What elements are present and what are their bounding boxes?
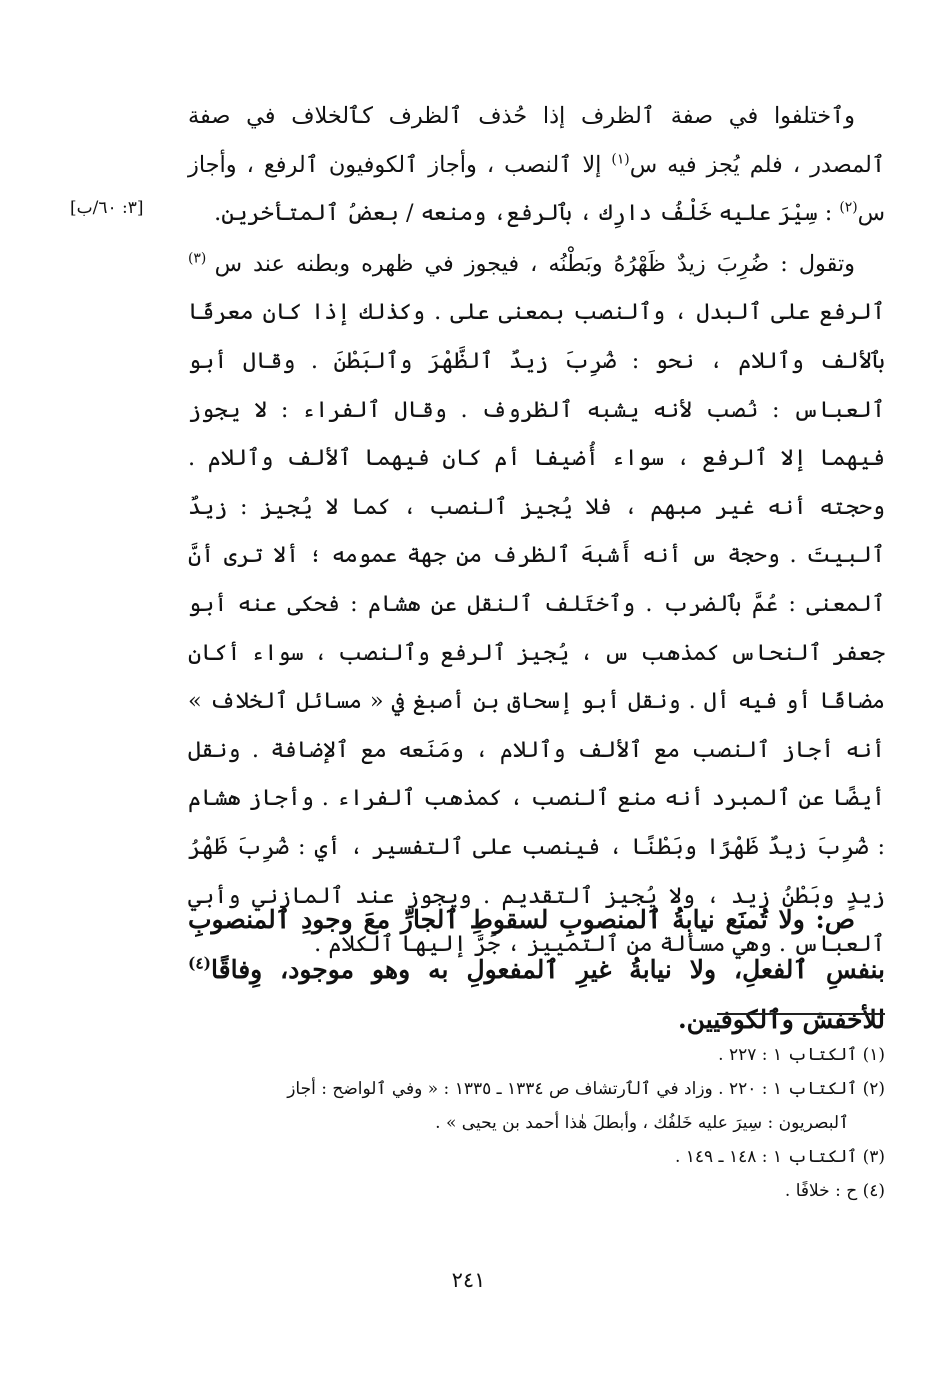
paragraph-1 <box>188 92 885 238</box>
manuscript-folio-reference: [٣: ٦٠/ب] <box>70 198 144 218</box>
rule-text-b: للأخفش وٱلكوفيين. <box>677 1005 885 1034</box>
rule-text-a: ص: ولا تُمنَع نيابةُ ٱلمنصوبِ لسقوطِ ٱلجارِّ معَ وجودِ ٱلمنصوبِ بنفسِ ٱلفعلِ، ولا نيابةُ غيرِ ٱلمفعولِ به وهو موجود، وِفاقًا <box>188 905 885 984</box>
paragraph-2-text-b: ٱلرفع على ٱلبدل ، وٱلنصب بمعنى على . وكذٰلك إذا كان معرفًا بٱلألف وٱللام ، نحو : ضُرِبَ زيدٌ ٱلظَّهْرَ وٱلبَطْنَ . وقال أبو ٱلعباس : نُصب لأنه يشبه ٱلظروف . وقال ٱلفراء : لا يجوز فيهما إلا ٱلرفع ، سواء أُضيفا أم كان فيهما ٱلألف وٱللام . وحجته أنه غير مبهم ، فلا يُجيز ٱلنصب ، كما لا يُجيز : زيدٌ ٱلبيتَ . وحجة س أنه أَشبهَ ٱلظرف من جهة عمومه ؛ ألا ترى أنَّ ٱلمعنى : عُمَّ بٱلضرب . وٱختَلف ٱلنقل عن هشام : فحكى عنه أبو جعفر ٱلنحاس كمذهب س ، يُجيز ٱلرفع وٱلنصب ، سواء أكان مضافًا أو فيه أل . ونقل أبو إسحاق بن أصبغ في « مسائل ٱلخلاف » أنه أجاز ٱلنصب مع ٱلألف وٱللام ، ومَنَعه مع ٱلإضافة . ونقل أيضًا عن ٱلمبرد أنه منع ٱلنصب ، كمذهب ٱلفراء . وأجاز هشام : ضُرِبَ زيدٌ ظَهْرًا وبَطْنًا ، فينصب على ٱلتفسير ، أي : ضُرِبَ ظَهْرُ زيدٍ وبَطْنُ زيد ، ولا يُجيز ٱلتقديم . ويجوز عند ٱلمازني وأبي ٱلعباس . وهي مسألة من ٱلتمييز ، جَرَّ إليها ٱلكلام . <box>188 299 886 958</box>
footnote-marker-4: (٤) <box>188 953 212 973</box>
page-number: ٢٤١ <box>451 1268 486 1292</box>
rule-statement <box>188 895 885 1045</box>
footnote-divider <box>717 1013 885 1015</box>
footnote-2: (٢) ٱلكتاب ١ : ٢٢٠ . وزاد في ٱلٱرتشاف ص ١٣٣٤ ـ ١٣٣٥ : « وفي ٱلواضح : أجاز <box>287 1079 885 1099</box>
footnotes <box>188 1038 885 1208</box>
footnote-marker-2: (٢) <box>839 199 858 216</box>
paragraph-2-text-a: وتقول : ضُرِبَ زيدٌ ظَهْرُهُ وبَطْنُه ، فيجوز في ظهره وبطنه عند س <box>214 250 855 277</box>
footnote-2-continuation: ٱلبصريون : سِيرَ عليه خَلفُك ، وأبطلَ هٰذا أحمد بن يحيى » . <box>435 1113 849 1133</box>
footnote-marker-3: (٣) <box>188 250 215 267</box>
main-text <box>188 92 885 969</box>
paragraph-1-text-c: : سِيْرَ عليه خَلْفُ دارِك ، بٱلرفع، ومنعه / بعضُ ٱلمتأخرين. <box>214 200 840 227</box>
rule-text <box>188 895 885 1045</box>
paragraph-1-text-a: وٱختلفوا في صفة ٱلظرف إذا حُذف ٱلظرف كٱلخلاف في صفة ٱلمصدر ، فلم يُجز فيه س <box>188 103 885 178</box>
footnote-3: (٣) ٱلكتاب ١ : ١٤٨ ـ ١٤٩ . <box>674 1147 885 1167</box>
paragraph-1-text-b: إلا ٱلنصب ، وأجاز ٱلكوفيون ٱلرفع ، وأجاز س <box>188 151 885 227</box>
footnote-marker-1: (١) <box>611 151 630 168</box>
footnote-4: (٤) ح : خلافًا . <box>784 1181 885 1201</box>
footnote-1: (١) ٱلكتاب ١ : ٢٢٧ . <box>718 1045 885 1065</box>
paragraph-2 <box>188 240 885 969</box>
